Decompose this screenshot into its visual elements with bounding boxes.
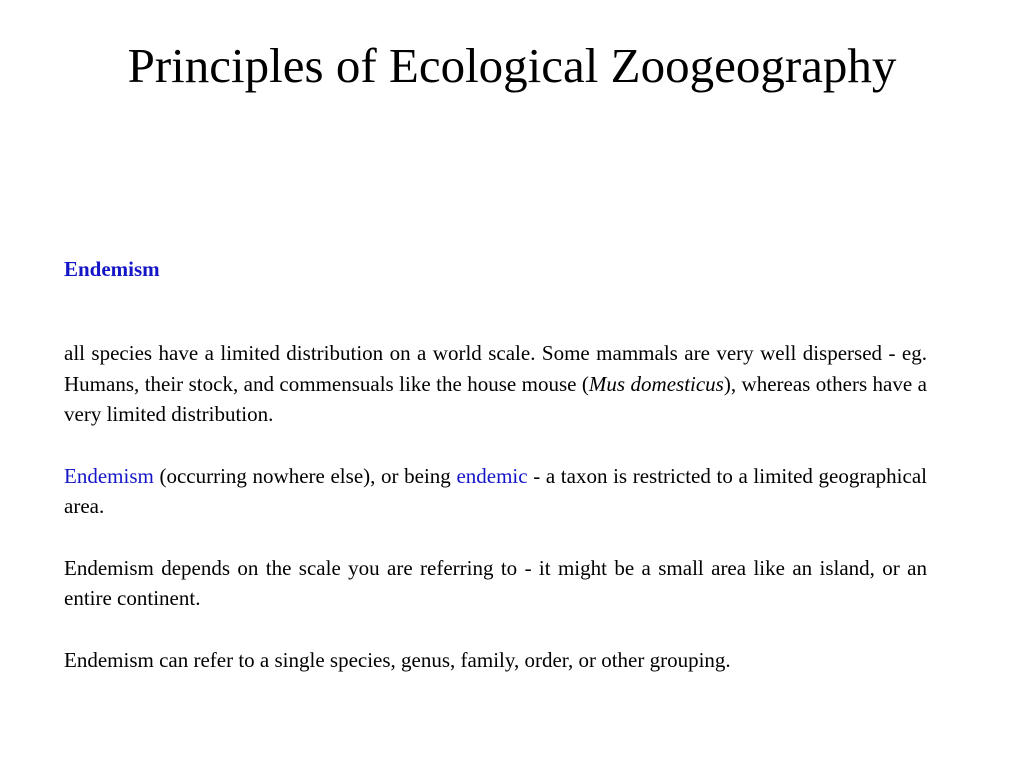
section-heading: Endemism [64,257,160,281]
slide-body [64,254,927,675]
paragraph-definition-text-a: (occurring nowhere else), or being [153,463,457,488]
paragraph-distribution [64,338,927,430]
paragraph-definition-text-b: - a taxon is restricted to a limited geographical area. [64,463,927,518]
species-name: Mus domesticus [588,371,724,396]
paragraph-definition [64,461,927,522]
paragraph-scale: Endemism depends on the scale you are referring to - it might be a small area like an island, or an entire continent. [64,555,927,610]
slide-title: Principles of Ecological Zoogeography [127,38,897,93]
term-endemism: Endemism [64,463,154,488]
paragraph-distribution-text-a: all species have a limited distribution on a world scale. Some mammals are very well dispersed - eg. Humans, their stock, and commensuals like the house mouse ( [64,341,927,396]
term-endemic: endemic [456,463,528,488]
paragraph-grouping: Endemism can refer to a single species, genus, family, order, or other grouping. [64,647,731,672]
paragraph-distribution-text-b: ), whereas others have a very limited distribution. [64,371,927,426]
